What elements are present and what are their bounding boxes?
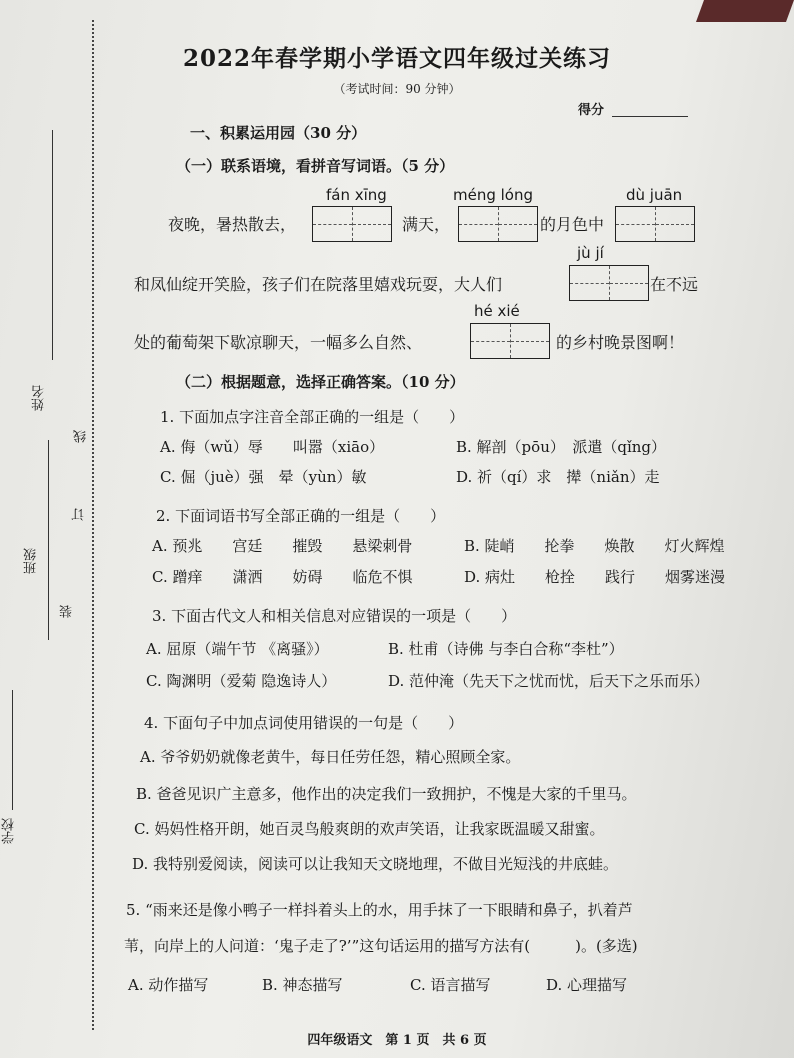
pinyin-juji: jù jí <box>577 244 604 262</box>
answer-box-hexie[interactable] <box>470 323 550 359</box>
q2-option-c[interactable]: C. 蹭痒 潇洒 妨碍 临危不惧 <box>152 568 413 586</box>
q3-option-b[interactable]: B. 杜甫（诗佛 与李白合称“李杜”） <box>388 640 624 658</box>
class-blank-line <box>48 440 49 640</box>
q4-option-d[interactable]: D. 我特别爱阅读，阅读可以让我知天文晓地理，不做目光短浅的井底蛙。 <box>132 855 619 873</box>
q4-option-a[interactable]: A. 爷爷奶奶就像老黄牛，每日任劳任怨，精心照顾全家。 <box>140 748 521 766</box>
school-label: 学校 <box>2 818 17 844</box>
seal-pack-label: 装 <box>60 605 75 618</box>
q5-stem-line1: 5. “雨来还是像小鸭子一样抖着头上的水，用手抹了一下眼睛和鼻子，扒着芦 <box>126 901 633 919</box>
q4-option-c[interactable]: C. 妈妈性格开朗，她百灵鸟般爽朗的欢声笑语，让我家既温暖又甜蜜。 <box>134 820 605 838</box>
background-corner <box>696 0 794 22</box>
q4-option-b[interactable]: B. 爸爸见识广主意多，他作出的决定我们一致拥护，不愧是大家的千里马。 <box>136 785 637 803</box>
seal-bind-label: 订 <box>72 508 87 521</box>
score-label: 得分 <box>578 103 605 118</box>
q3-option-c[interactable]: C. 陶渊明（爱菊 隐逸诗人） <box>146 672 337 690</box>
q2-option-d[interactable]: D. 病灶 枪拴 践行 烟雾迷漫 <box>464 568 726 586</box>
text-line1-a: 夜晚，暑热散去， <box>168 215 297 234</box>
q3-stem: 3. 下面古代文人和相关信息对应错误的一项是（ ） <box>152 607 517 625</box>
q1-stem: 1. 下面加点字注音全部正确的一组是（ ） <box>160 408 465 426</box>
class-label: 班级 <box>24 548 39 574</box>
text-line2-b: 在不远 <box>650 275 699 294</box>
q2-stem: 2. 下面词语书写全部正确的一组是（ ） <box>156 507 446 525</box>
seal-line-label: 线 <box>74 430 89 443</box>
score-blank[interactable] <box>612 116 688 117</box>
part1-heading: （一）联系语境，看拼音写词语。（5 分） <box>176 157 455 175</box>
answer-box-dujuan[interactable] <box>615 206 695 242</box>
binding-dotted-line <box>92 20 94 1030</box>
name-label: 姓名 <box>32 385 47 411</box>
answer-box-menglong[interactable] <box>458 206 538 242</box>
q3-option-a[interactable]: A. 屈原（端午节 《离骚》） <box>146 640 329 658</box>
section-heading: 一、积累运用园（30 分） <box>190 124 367 142</box>
pinyin-menglong: méng lóng <box>453 186 534 204</box>
q5-option-a[interactable]: A. 动作描写 <box>128 976 209 994</box>
q5-option-c[interactable]: C. 语言描写 <box>410 976 491 994</box>
text-line1-c: 的月色中 <box>540 215 605 234</box>
text-line3-a: 处的葡萄架下歇凉聊天，一幅多么自然、 <box>134 333 423 352</box>
name-blank-line <box>52 130 53 360</box>
q3-option-d[interactable]: D. 范仲淹（先天下之忧而忧，后天下之乐而乐） <box>388 672 710 690</box>
q5-stem-line2: 苇，向岸上的人问道：‘鬼子走了?’”这句话运用的描写方法有( )。(多选) <box>124 937 638 955</box>
text-line3-b: 的乡村晚景图啊！ <box>556 333 685 352</box>
q1-option-b[interactable]: B. 解剖（pōu） 派遣（qǐng） <box>456 438 667 456</box>
pinyin-fanxing: fán xīng <box>326 186 387 204</box>
q1-option-c[interactable]: C. 倔（juè）强 晕（yùn）敏 <box>160 468 367 486</box>
text-line1-b: 满天， <box>402 215 451 234</box>
q5-option-d[interactable]: D. 心理描写 <box>546 976 628 994</box>
q2-option-b[interactable]: B. 陡峭 抡拳 焕散 灯火辉煌 <box>464 537 725 555</box>
exam-time: （考试时间：90 分钟） <box>333 82 461 96</box>
school-blank-line <box>12 690 13 810</box>
q5-option-b[interactable]: B. 神态描写 <box>262 976 343 994</box>
q2-option-a[interactable]: A. 预兆 宫廷 摧毁 悬梁刺骨 <box>152 537 413 555</box>
pinyin-hexie: hé xié <box>474 302 520 320</box>
q4-stem: 4. 下面句子中加点词使用错误的一句是（ ） <box>144 714 464 732</box>
q1-option-d[interactable]: D. 祈（qí）求 撵（niǎn）走 <box>456 468 660 486</box>
text-line2-a: 和凤仙绽开笑脸，孩子们在院落里嬉戏玩耍，大人们 <box>134 275 503 294</box>
answer-box-juji[interactable] <box>569 265 649 301</box>
q1-option-a[interactable]: A. 侮（wǔ）辱 叫嚣（xiāo） <box>160 438 385 456</box>
part2-heading: （二）根据题意，选择正确答案。（10 分） <box>176 373 465 391</box>
pinyin-dujuan: dù juān <box>626 186 683 204</box>
page-title: 2022年春学期小学语文四年级过关练习 <box>182 45 611 72</box>
answer-box-fanxing[interactable] <box>312 206 392 242</box>
page-footer: 四年级语文 第 1 页 共 6 页 <box>307 1033 487 1048</box>
